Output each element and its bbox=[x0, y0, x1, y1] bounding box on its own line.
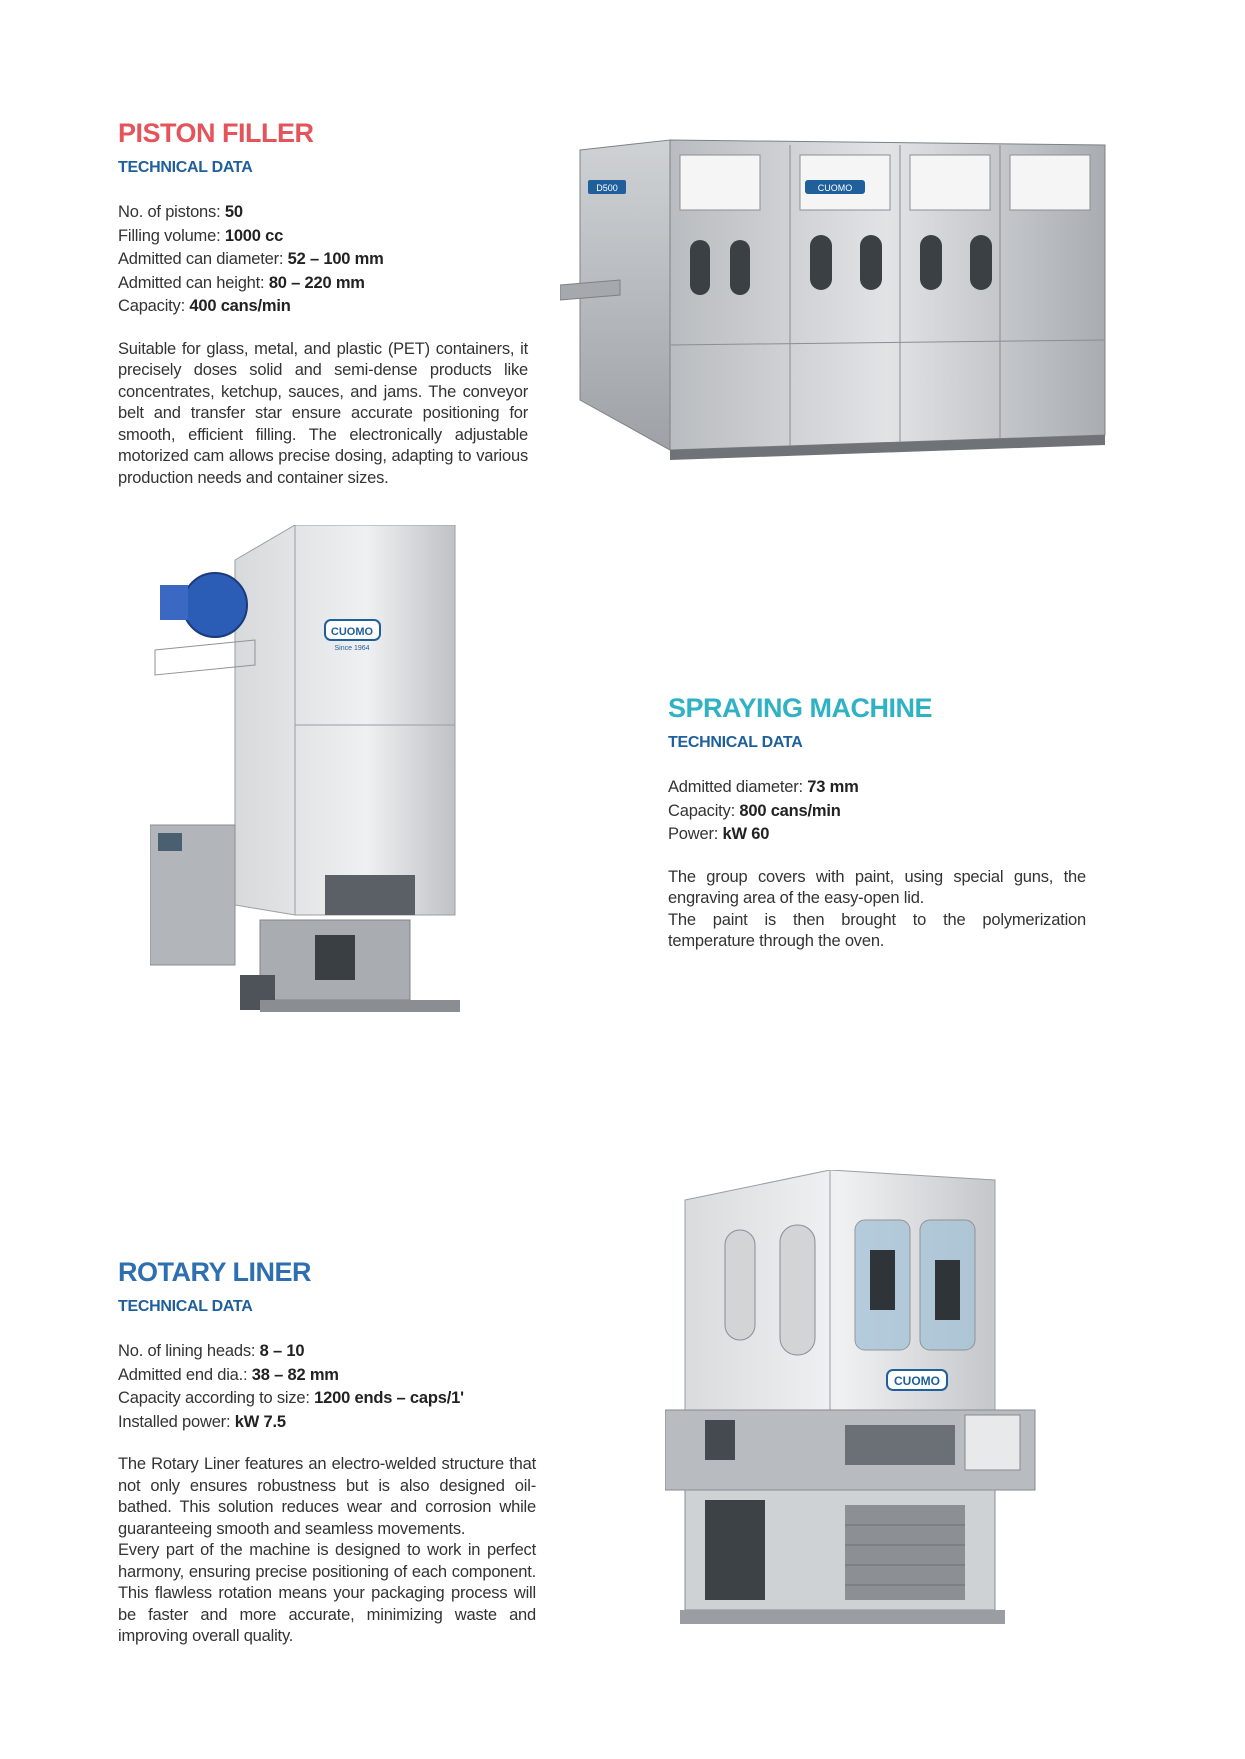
rotary-liner-description-2: Every part of the machine is designed to work in perfect harmony, ensuring precise positioning of each component. This flawless rotation means your packaging process will be faster and more accurate, minimizing waste and improving overall quality. bbox=[118, 1541, 536, 1645]
spraying-machine-section bbox=[668, 693, 1086, 953]
spraying-machine-photo bbox=[150, 525, 470, 1025]
piston-photo-logo: CUOMO bbox=[817, 183, 853, 193]
spraying-photo-logo: CUOMO bbox=[330, 626, 374, 638]
rotary-liner-title: ROTARY LINER bbox=[118, 1257, 312, 1287]
spec-row: Admitted end dia.: 38 – 82 mm bbox=[118, 1365, 339, 1384]
spec-row: Filling volume: 1000 cc bbox=[118, 226, 284, 245]
spec-row: No. of pistons: 50 bbox=[118, 203, 243, 221]
piston-filler-title: PISTON FILLER bbox=[118, 118, 314, 148]
spec-row: Capacity according to size: 1200 ends – caps/1' bbox=[118, 1389, 464, 1407]
rotary-liner-specs bbox=[118, 1340, 536, 1434]
spec-row: Power: kW 60 bbox=[668, 825, 770, 843]
piston-filler-section bbox=[118, 118, 528, 489]
spec-row: Installed power: kW 7.5 bbox=[118, 1412, 286, 1431]
spraying-machine-title: SPRAYING MACHINE bbox=[668, 693, 933, 723]
piston-filler-subtitle: TECHNICAL DATA bbox=[118, 159, 253, 176]
piston-photo-model: D500 bbox=[596, 183, 618, 193]
rotary-liner-description-1: The Rotary Liner features an electro-welded structure that not only ensures robustness but is also designed oil-bathed. This solution reduces wear and corrosion while guaranteeing smooth and seamless movements. bbox=[118, 1455, 536, 1538]
spec-row: Capacity: 800 cans/min bbox=[668, 801, 841, 820]
spec-row: Admitted can height: 80 – 220 mm bbox=[118, 273, 365, 292]
piston-filler-specs bbox=[118, 201, 528, 319]
piston-filler-photo bbox=[560, 100, 1120, 500]
rotary-photo-logo: CUOMO bbox=[894, 1374, 940, 1388]
spraying-machine-description-2: The paint is then brought to the polymerization temperature through the oven. bbox=[668, 910, 1086, 950]
spraying-photo-since: Since 1964 bbox=[334, 645, 370, 652]
rotary-liner-section bbox=[118, 1257, 536, 1648]
spraying-machine-specs bbox=[668, 776, 1086, 847]
spec-row: Admitted can diameter: 52 – 100 mm bbox=[118, 250, 384, 268]
rotary-liner-photo bbox=[665, 1170, 1045, 1630]
spec-row: Admitted diameter: 73 mm bbox=[668, 778, 859, 796]
piston-filler-description: Suitable for glass, metal, and plastic (PET) containers, it precisely doses solid and semi-dense products like concentrates, ketchup, sauces, and jams. The conveyor belt and transfer star ensure accurate positioning for smooth, efficient filling. The electronically adjustable motorized cam allows precise dosing, adapting to various production needs and container sizes. bbox=[118, 339, 528, 487]
spraying-machine-description-1: The group covers with paint, using special guns, the engraving area of the easy-open lid. bbox=[668, 867, 1086, 907]
spec-row: Capacity: 400 cans/min bbox=[118, 297, 291, 315]
spec-row: No. of lining heads: 8 – 10 bbox=[118, 1342, 305, 1360]
spraying-machine-subtitle: TECHNICAL DATA bbox=[668, 734, 803, 751]
rotary-liner-subtitle: TECHNICAL DATA bbox=[118, 1298, 253, 1315]
